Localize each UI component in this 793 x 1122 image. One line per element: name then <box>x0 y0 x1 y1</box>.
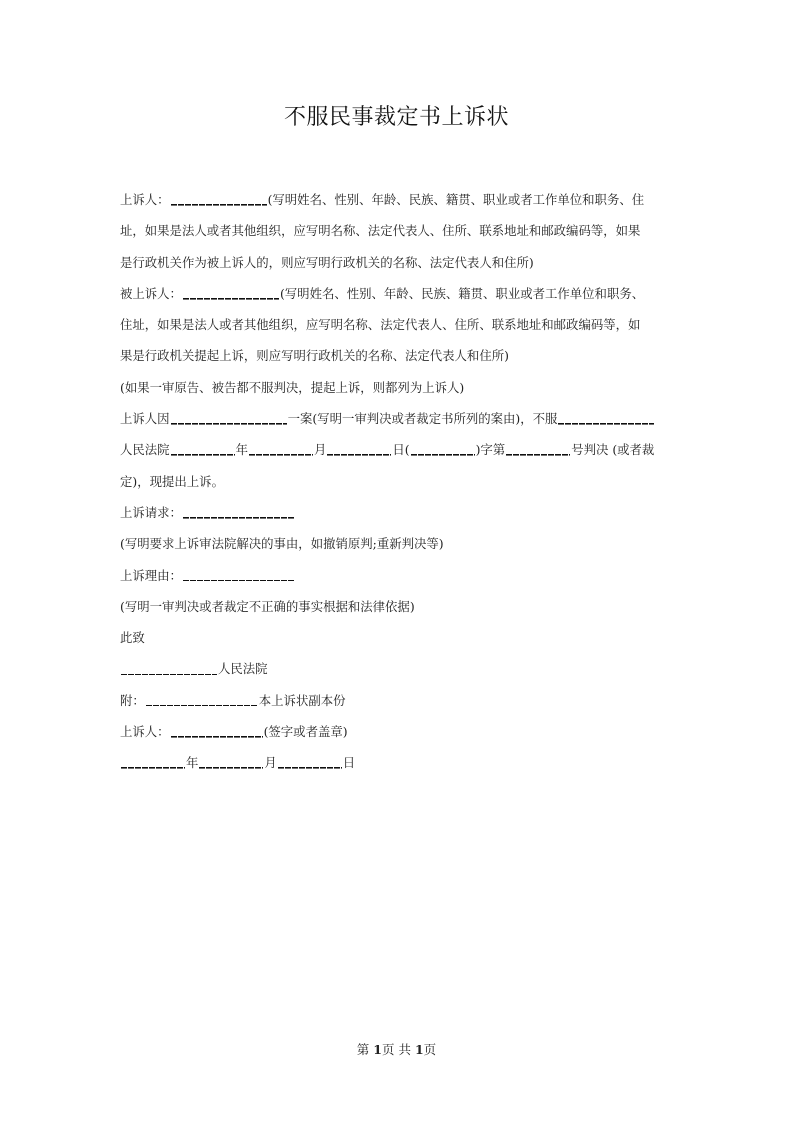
request-note: (写明要求上诉审法院解决的事由，如撤销原判;重新判决等) <box>120 536 444 552</box>
page-mid: 页 共 <box>382 1042 411 1057</box>
page-total: 1 <box>414 1042 424 1057</box>
attachment-line <box>120 685 676 716</box>
appellant-label: 上诉人： <box>120 192 170 207</box>
date-month-blank[interactable] <box>199 757 263 769</box>
court-name-blank[interactable] <box>558 413 654 425</box>
reason-line <box>120 560 676 591</box>
char-no-label: )字第 <box>475 442 506 458</box>
year-label: 年 <box>235 442 248 458</box>
to-court-label: 人民法院 <box>218 661 268 677</box>
document-title: 不服民事裁定书上诉状 <box>283 105 509 130</box>
judgment-number-blank[interactable] <box>506 444 570 456</box>
judgment-suffix: 号判决 (或者裁 <box>571 442 655 458</box>
appellee-blank[interactable] <box>183 288 279 300</box>
appellee-note-line-2 <box>120 309 676 340</box>
judgment-month-blank[interactable] <box>249 444 313 456</box>
submit-text: 定)，现提出上诉。 <box>120 473 224 489</box>
signature-label: 上诉人： <box>120 724 170 740</box>
reason-label: 上诉理由： <box>120 567 182 583</box>
reason-note: (写明一审判决或者裁定不正确的事实根据和法律依据) <box>120 598 415 614</box>
judgment-year-blank[interactable] <box>171 444 235 456</box>
appellee-line <box>120 278 676 309</box>
date-day-blank[interactable] <box>278 757 342 769</box>
salutation-line <box>120 622 676 653</box>
appellant-note-2: 址，如果是法人或者其他组织，应写明名称、法定代表人、住所、联系地址和邮政编码等，如果 <box>120 223 641 239</box>
judgment-char-blank[interactable] <box>411 444 475 456</box>
attachment-blank[interactable] <box>146 694 258 706</box>
submit-line <box>120 466 676 497</box>
case-middle: 一案(写明一审判决或者裁定书所列的案由)，不服 <box>287 411 558 427</box>
attachment-suffix: 本上诉状副本份 <box>258 692 346 708</box>
request-label: 上诉请求： <box>120 504 182 520</box>
page-suffix: 页 <box>423 1042 437 1057</box>
salutation: 此致 <box>120 630 145 646</box>
appellee-note-2: 住址，如果是法人或者其他组织，应写明名称、法定代表人、住所、联系地址和邮政编码等，如 <box>120 317 641 333</box>
page-footer <box>0 1040 793 1058</box>
case-line <box>120 403 676 434</box>
request-line <box>120 497 676 528</box>
reason-note-line <box>120 591 676 622</box>
page-prefix: 第 <box>356 1042 370 1057</box>
appellant-note-3: 是行政机关作为被上诉人的，则应写明行政机关的名称、法定代表人和住所) <box>120 254 534 270</box>
to-court-blank[interactable] <box>121 663 217 675</box>
appellee-note-3: 果是行政机关提起上诉，则应写明行政机关的名称、法定代表人和住所) <box>120 348 509 364</box>
appellant-note-line-3 <box>120 247 676 278</box>
month-label: 月 <box>313 442 327 458</box>
appellee-label: 被上诉人： <box>120 285 182 301</box>
day-label: 日( <box>392 442 410 458</box>
appellant-note-line-2 <box>120 215 676 246</box>
appellant-note: (写明姓名、性别、年龄、民族、籍贯、职业或者工作单位和职务、住 <box>267 192 645 207</box>
reason-blank[interactable] <box>183 569 295 581</box>
date-month-label: 月 <box>264 755 277 771</box>
case-name-blank[interactable] <box>171 413 287 425</box>
judgment-day-blank[interactable] <box>327 444 391 456</box>
appellant-line <box>120 184 676 215</box>
request-blank[interactable] <box>183 507 295 519</box>
to-court-line <box>120 653 676 684</box>
signature-blank[interactable] <box>171 726 263 738</box>
appellant-blank[interactable] <box>171 194 267 206</box>
case-prefix: 上诉人因 <box>120 411 170 427</box>
date-year-label: 年 <box>186 755 199 771</box>
signature-note: (签字或者盖章) <box>263 724 348 740</box>
date-day-label: 日 <box>342 755 356 771</box>
date-line <box>120 747 676 778</box>
page-current: 1 <box>373 1042 382 1057</box>
court-label: 人民法院 <box>120 442 170 458</box>
both-parties-note <box>120 372 676 403</box>
judgment-line <box>120 434 676 465</box>
document-body <box>120 184 676 779</box>
signature-line <box>120 716 676 747</box>
date-year-blank[interactable] <box>121 757 185 769</box>
appellee-note-line-3 <box>120 340 676 371</box>
both-note-text: (如果一审原告、被告都不服判决，提起上诉，则都列为上诉人) <box>120 379 465 395</box>
request-note-line <box>120 528 676 559</box>
appellee-note: (写明姓名、性别、年龄、民族、籍贯、职业或者工作单位和职务、 <box>279 285 645 301</box>
attachment-label: 附： <box>120 692 145 708</box>
